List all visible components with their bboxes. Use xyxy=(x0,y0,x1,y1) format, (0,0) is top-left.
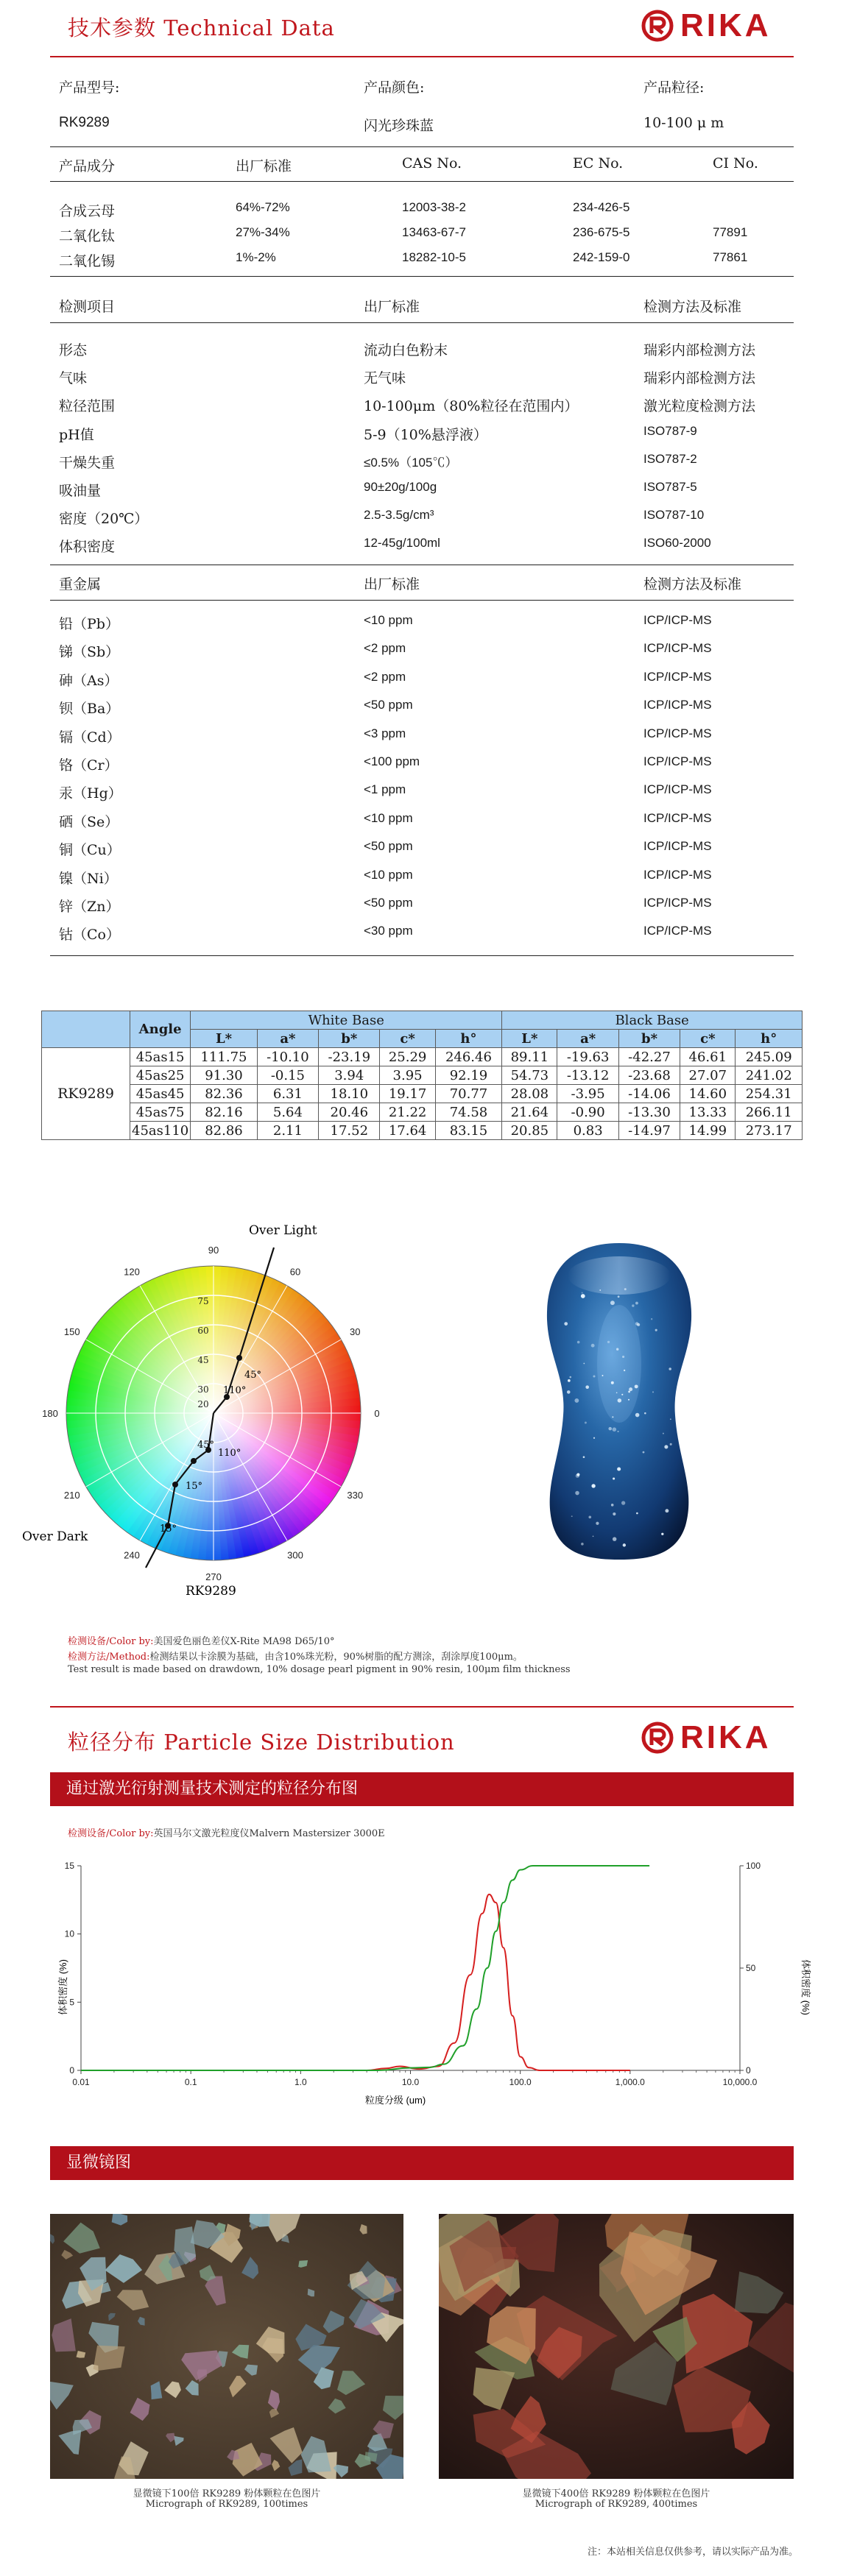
table-cell: ISO787-9 xyxy=(643,423,697,438)
table-cell: 锑（Sb） xyxy=(59,644,120,661)
table-cell: 21.22 xyxy=(380,1103,435,1122)
table-cell: ICP/ICP-MS xyxy=(643,698,712,712)
table-cell: 2.5-3.5g/cm³ xyxy=(364,508,434,523)
hue-label: 0 xyxy=(374,1408,380,1419)
table-cell: ICP/ICP-MS xyxy=(643,867,712,882)
table-cell: -10.10 xyxy=(257,1048,318,1066)
table-cell: 90±20g/100g xyxy=(364,480,437,494)
color-column-header: b* xyxy=(618,1030,680,1048)
white-base-header: White Base xyxy=(191,1011,502,1030)
radial-label: 60 xyxy=(197,1326,209,1336)
section-title-technical-data: 技术参数 Technical Data xyxy=(68,15,335,40)
table-cell: 镉（Cd） xyxy=(59,729,121,746)
table-cell: 77891 xyxy=(713,225,748,239)
table-cell: 气味 xyxy=(59,370,88,387)
table-cell: <2 ppm xyxy=(364,669,406,684)
color-wheel-diagram xyxy=(15,1211,383,1601)
table-cell: 钡（Ba） xyxy=(59,701,120,718)
divider xyxy=(50,322,794,323)
color-column-header: c* xyxy=(380,1030,435,1048)
table-row xyxy=(42,1103,803,1122)
table-cell: 激光粒度检测方法 xyxy=(643,398,756,415)
color-column-header: h° xyxy=(736,1030,803,1048)
table-cell: 21.64 xyxy=(502,1103,557,1122)
table-header: 出厂标准 xyxy=(236,158,292,174)
table-cell: 77861 xyxy=(713,250,748,264)
micrograph-400x-image xyxy=(439,2214,794,2479)
table-cell: ICP/ICP-MS xyxy=(643,641,712,656)
table-cell: -14.06 xyxy=(618,1085,680,1103)
model-value: RK9289 xyxy=(59,115,110,130)
over-light-label: Over Light xyxy=(249,1223,317,1238)
table-cell: 45as110 xyxy=(130,1122,191,1140)
table-header: 检测方法及标准 xyxy=(643,576,742,592)
table-cell: 234-426-5 xyxy=(573,200,630,214)
table-cell: -14.97 xyxy=(618,1122,680,1140)
table-cell: 12003-38-2 xyxy=(402,200,466,214)
table-cell: 5.64 xyxy=(257,1103,318,1122)
table-cell: 54.73 xyxy=(502,1066,557,1085)
table-cell: ISO60-2000 xyxy=(643,536,711,551)
table-cell: 汞（Hg） xyxy=(59,785,122,802)
table-cell: 242-159-0 xyxy=(573,250,630,264)
radial-label: 30 xyxy=(197,1384,209,1395)
hue-label: 150 xyxy=(63,1326,80,1337)
model-label: 产品型号: xyxy=(59,79,120,96)
color-column-header: b* xyxy=(319,1030,380,1048)
hue-label: 90 xyxy=(208,1245,219,1256)
table-cell: 236-675-5 xyxy=(573,225,630,239)
hue-label: 270 xyxy=(205,1571,222,1582)
micrograph-100x-caption-cn: 显微镜下100倍 RK9289 粉体颗粒在色图片 xyxy=(133,2488,321,2499)
table-cell: 合成云母 xyxy=(59,203,116,219)
angle-label: 45° xyxy=(244,1370,262,1381)
color-value: 闪光珍珠蓝 xyxy=(364,118,434,134)
wheel-caption: RK9289 xyxy=(186,1584,236,1599)
table-cell: ICP/ICP-MS xyxy=(643,613,712,627)
x-tick-label: 10,000.0 xyxy=(722,2077,758,2087)
y-tick-label: 5 xyxy=(69,1997,74,2008)
table-cell: 45as25 xyxy=(130,1066,191,1085)
table-cell: 6.31 xyxy=(257,1085,318,1103)
color-column-header: h° xyxy=(435,1030,502,1048)
x-axis-label: 粒度分级 (um) xyxy=(364,2095,426,2106)
micrograph-100x-image xyxy=(50,2214,403,2479)
table-cell: ICP/ICP-MS xyxy=(643,839,712,854)
table-header: CAS No. xyxy=(402,155,462,171)
table-row xyxy=(42,1122,803,1140)
table-cell: 64%-72% xyxy=(236,200,290,214)
table-cell: 273.17 xyxy=(736,1122,803,1140)
hue-label: 30 xyxy=(350,1326,361,1337)
micrograph-400x-caption-cn: 显微镜下400倍 RK9289 粉体颗粒在色图片 xyxy=(522,2488,710,2499)
table-cell: 干燥失重 xyxy=(59,454,116,471)
table-cell: 二氧化锡 xyxy=(59,253,116,269)
color-column-header: a* xyxy=(557,1030,618,1048)
divider xyxy=(50,276,794,277)
table-cell: 铬（Cr） xyxy=(59,757,119,774)
table-cell: <2 ppm xyxy=(364,641,406,656)
table-header: EC No. xyxy=(573,155,624,171)
table-cell: 45as15 xyxy=(130,1048,191,1066)
color-note-line1: 检测设备/Color by:美国爱色丽色差仪X-Rite MA98 D65/10° xyxy=(68,1636,335,1647)
table-cell: -13.30 xyxy=(618,1103,680,1122)
series-line xyxy=(81,1894,630,2070)
table-cell: 瑞彩内部检测方法 xyxy=(643,342,756,358)
rika-logo-icon xyxy=(641,1721,674,1755)
particle-size-chart xyxy=(29,1840,825,2112)
logo-word: RIKA xyxy=(680,7,772,43)
table-cell: 5-9（10%悬浮液） xyxy=(364,426,487,443)
table-cell: 17.52 xyxy=(319,1122,380,1140)
table-cell: ICP/ICP-MS xyxy=(643,810,712,825)
table-cell: <30 ppm xyxy=(364,924,413,938)
x-tick-label: 0.01 xyxy=(72,2077,90,2087)
table-cell: 流动白色粉末 xyxy=(364,342,448,358)
table-cell: 28.08 xyxy=(502,1085,557,1103)
color-note-line2: 检测方法/Method:检测结果以卡涂膜为基础，由含10%珠光粉，90%树脂的配方测涂，刮涂厚度100μm。 xyxy=(68,1652,523,1663)
x-tick-label: 1.0 xyxy=(294,2077,307,2087)
table-cell: 2.11 xyxy=(257,1122,318,1140)
y2-tick-label: 50 xyxy=(746,1963,756,1973)
table-cell: <1 ppm xyxy=(364,782,406,797)
color-label: 产品颜色: xyxy=(364,79,425,96)
table-cell: 吸油量 xyxy=(59,483,102,499)
table-cell: 形态 xyxy=(59,342,88,358)
table-cell: -23.68 xyxy=(618,1066,680,1085)
color-measurement-table xyxy=(41,1011,803,1140)
rika-logo-icon xyxy=(641,9,674,43)
table-cell: 18.10 xyxy=(319,1085,380,1103)
table-cell: 27%-34% xyxy=(236,225,290,239)
table-cell: 254.31 xyxy=(736,1085,803,1103)
table-cell: <50 ppm xyxy=(364,839,413,854)
logo-word: RIKA xyxy=(680,1719,772,1755)
table-cell: 密度（20℃） xyxy=(59,511,149,528)
micrograph-100x-caption-en: Micrograph of RK9289, 100times xyxy=(145,2499,308,2510)
angle-label: 45° xyxy=(197,1440,215,1451)
table-cell: 无气味 xyxy=(364,370,406,387)
table-header: 出厂标准 xyxy=(364,299,420,315)
table-cell: 钴（Co） xyxy=(59,927,120,944)
color-column-header: c* xyxy=(680,1030,736,1048)
radial-label: 20 xyxy=(197,1399,209,1409)
rika-logo xyxy=(641,7,772,44)
table-cell: 12-45g/100ml xyxy=(364,536,440,551)
table-cell: 砷（As） xyxy=(59,672,119,689)
table-cell: ICP/ICP-MS xyxy=(643,669,712,684)
angle-label: 110° xyxy=(223,1385,247,1396)
table-cell: 10-100μm（80%粒径在范围内） xyxy=(364,398,579,415)
table-cell: 92.19 xyxy=(435,1066,502,1085)
hue-label: 180 xyxy=(42,1408,58,1419)
table-cell: 体积密度 xyxy=(59,539,116,556)
color-note-line3: Test result is made based on drawdown, 10% dosage pearl pigment in 90% resin, 100μm film thickness xyxy=(68,1664,571,1675)
table-cell: <10 ppm xyxy=(364,613,413,627)
hue-label: 240 xyxy=(124,1549,140,1561)
table-row xyxy=(42,1048,803,1066)
psd-banner: 通过激光衍射测量技术测定的粒径分布图 xyxy=(50,1772,794,1806)
radial-label: 75 xyxy=(197,1296,209,1306)
hue-label: 210 xyxy=(63,1490,80,1501)
table-cell: -23.19 xyxy=(319,1048,380,1066)
x-tick-label: 100.0 xyxy=(509,2077,532,2087)
micrograph-banner: 显微镜图 xyxy=(50,2146,794,2180)
table-cell: 粒径范围 xyxy=(59,398,116,415)
table-cell: 91.30 xyxy=(191,1066,258,1085)
table-cell: ICP/ICP-MS xyxy=(643,782,712,797)
table-cell: 45as75 xyxy=(130,1103,191,1122)
table-cell: 266.11 xyxy=(736,1103,803,1122)
header-divider xyxy=(50,56,794,57)
angle-label: 110° xyxy=(218,1448,241,1459)
table-cell: 铜（Cu） xyxy=(59,842,121,859)
table-cell: 27.07 xyxy=(680,1066,736,1085)
table-header: 检测方法及标准 xyxy=(643,299,742,315)
table-cell: ICP/ICP-MS xyxy=(643,726,712,740)
table-cell: ICP/ICP-MS xyxy=(643,896,712,910)
table-cell: -0.90 xyxy=(557,1103,618,1122)
table-cell: 17.64 xyxy=(380,1122,435,1140)
color-column-header: L* xyxy=(502,1030,557,1048)
table-cell: 82.86 xyxy=(191,1122,258,1140)
over-dark-label: Over Dark xyxy=(22,1529,88,1544)
table-row xyxy=(42,1085,803,1103)
size-value: 10-100 μ m xyxy=(643,115,724,131)
table-cell: 瑞彩内部检测方法 xyxy=(643,370,756,387)
table-cell: 246.46 xyxy=(435,1048,502,1066)
table-cell: pH值 xyxy=(59,426,94,443)
y2-tick-label: 0 xyxy=(746,2065,751,2076)
table-cell: ICP/ICP-MS xyxy=(643,754,712,768)
table-cell: ISO787-10 xyxy=(643,508,705,523)
black-base-header: Black Base xyxy=(502,1011,803,1030)
table-cell: 20.85 xyxy=(502,1122,557,1140)
table-header: 检测项目 xyxy=(59,299,116,315)
table-cell: -0.15 xyxy=(257,1066,318,1085)
table-header: CI No. xyxy=(713,155,758,171)
micrograph-400x-caption-en: Micrograph of RK9289, 400times xyxy=(535,2499,698,2510)
y2-tick-label: 100 xyxy=(746,1861,761,1871)
rika-logo xyxy=(641,1719,772,1756)
table-cell: 18282-10-5 xyxy=(402,250,466,264)
painted-sample-image xyxy=(541,1239,697,1563)
table-cell: 245.09 xyxy=(736,1048,803,1066)
size-label: 产品粒径: xyxy=(643,79,705,96)
table-cell: <50 ppm xyxy=(364,698,413,712)
table-cell: 89.11 xyxy=(502,1048,557,1066)
table-cell: ICP/ICP-MS xyxy=(643,924,712,938)
table-cell: 锌（Zn） xyxy=(59,899,120,915)
table-header: 重金属 xyxy=(59,576,102,592)
table-cell: 硒（Se） xyxy=(59,813,119,830)
hue-label: 60 xyxy=(289,1266,301,1278)
table-cell: 111.75 xyxy=(191,1048,258,1066)
table-cell: 14.99 xyxy=(680,1122,736,1140)
table-header: 产品成分 xyxy=(59,158,116,174)
table-cell: ISO787-2 xyxy=(643,451,697,466)
table-cell: -42.27 xyxy=(618,1048,680,1066)
radial-label: 45 xyxy=(197,1355,209,1365)
table-cell: 镍（Ni） xyxy=(59,870,118,887)
table-cell: 82.16 xyxy=(191,1103,258,1122)
table-cell: ≤0.5%（105℃） xyxy=(364,455,458,470)
table-cell: 13.33 xyxy=(680,1103,736,1122)
table-cell: 1%-2% xyxy=(236,250,276,264)
divider xyxy=(50,181,794,182)
table-cell: 74.58 xyxy=(435,1103,502,1122)
product-cell: RK9289 xyxy=(42,1048,130,1140)
table-row xyxy=(42,1066,803,1085)
angle-label: 15° xyxy=(160,1524,177,1535)
table-cell: 241.02 xyxy=(736,1066,803,1085)
y-axis-label: 体积密度 (%) xyxy=(57,1959,68,2015)
divider xyxy=(50,955,794,956)
section-divider xyxy=(50,1706,794,1708)
table-cell: -19.63 xyxy=(557,1048,618,1066)
y-tick-label: 10 xyxy=(64,1928,74,1939)
table-cell: <50 ppm xyxy=(364,896,413,910)
table-cell: 45as45 xyxy=(130,1085,191,1103)
table-cell: 3.95 xyxy=(380,1066,435,1085)
table-cell: <10 ppm xyxy=(364,810,413,825)
y2-axis-label: 体积密度 (%) xyxy=(800,1959,811,2015)
table-cell: 3.94 xyxy=(319,1066,380,1085)
table-cell: 25.29 xyxy=(380,1048,435,1066)
x-tick-label: 0.1 xyxy=(184,2077,197,2087)
y-tick-label: 15 xyxy=(64,1861,74,1871)
table-cell: 20.46 xyxy=(319,1103,380,1122)
color-column-header: L* xyxy=(191,1030,258,1048)
color-column-header: a* xyxy=(257,1030,318,1048)
table-cell: 二氧化钛 xyxy=(59,228,116,244)
table-cell: ISO787-5 xyxy=(643,480,697,494)
table-cell: 铅（Pb） xyxy=(59,616,119,632)
divider xyxy=(50,146,794,147)
table-cell: -13.12 xyxy=(557,1066,618,1085)
table-cell: <3 ppm xyxy=(364,726,406,740)
table-cell: 83.15 xyxy=(435,1122,502,1140)
angle-header: Angle xyxy=(130,1011,191,1048)
x-tick-label: 10.0 xyxy=(401,2077,420,2087)
table-header: 出厂标准 xyxy=(364,576,420,592)
table-cell: -3.95 xyxy=(557,1085,618,1103)
divider xyxy=(50,600,794,601)
table-cell: 0.83 xyxy=(557,1122,618,1140)
table-cell: 14.60 xyxy=(680,1085,736,1103)
section-title-particle-size: 粒径分布 Particle Size Distribution xyxy=(68,1730,455,1755)
table-cell: 46.61 xyxy=(680,1048,736,1066)
x-tick-label: 1,000.0 xyxy=(615,2077,645,2087)
table-cell: <10 ppm xyxy=(364,867,413,882)
hue-label: 330 xyxy=(347,1490,364,1501)
table-cell: 19.17 xyxy=(380,1085,435,1103)
hue-label: 300 xyxy=(287,1549,303,1561)
series-line xyxy=(81,1866,649,2070)
table-cell: 70.77 xyxy=(435,1085,502,1103)
y-tick-label: 0 xyxy=(69,2065,74,2076)
table-cell: <100 ppm xyxy=(364,754,420,768)
table-cell: 13463-67-7 xyxy=(402,225,466,239)
hue-label: 120 xyxy=(124,1266,140,1278)
footer-note: 注：本站相关信息仅供参考，请以实际产品为准。 xyxy=(588,2547,799,2558)
angle-label: 15° xyxy=(186,1481,203,1492)
psd-equipment-note: 检测设备/Color by:英国马尔文激光粒度仪Malvern Mastersizer 3000E xyxy=(68,1828,385,1839)
table-cell: 82.36 xyxy=(191,1085,258,1103)
